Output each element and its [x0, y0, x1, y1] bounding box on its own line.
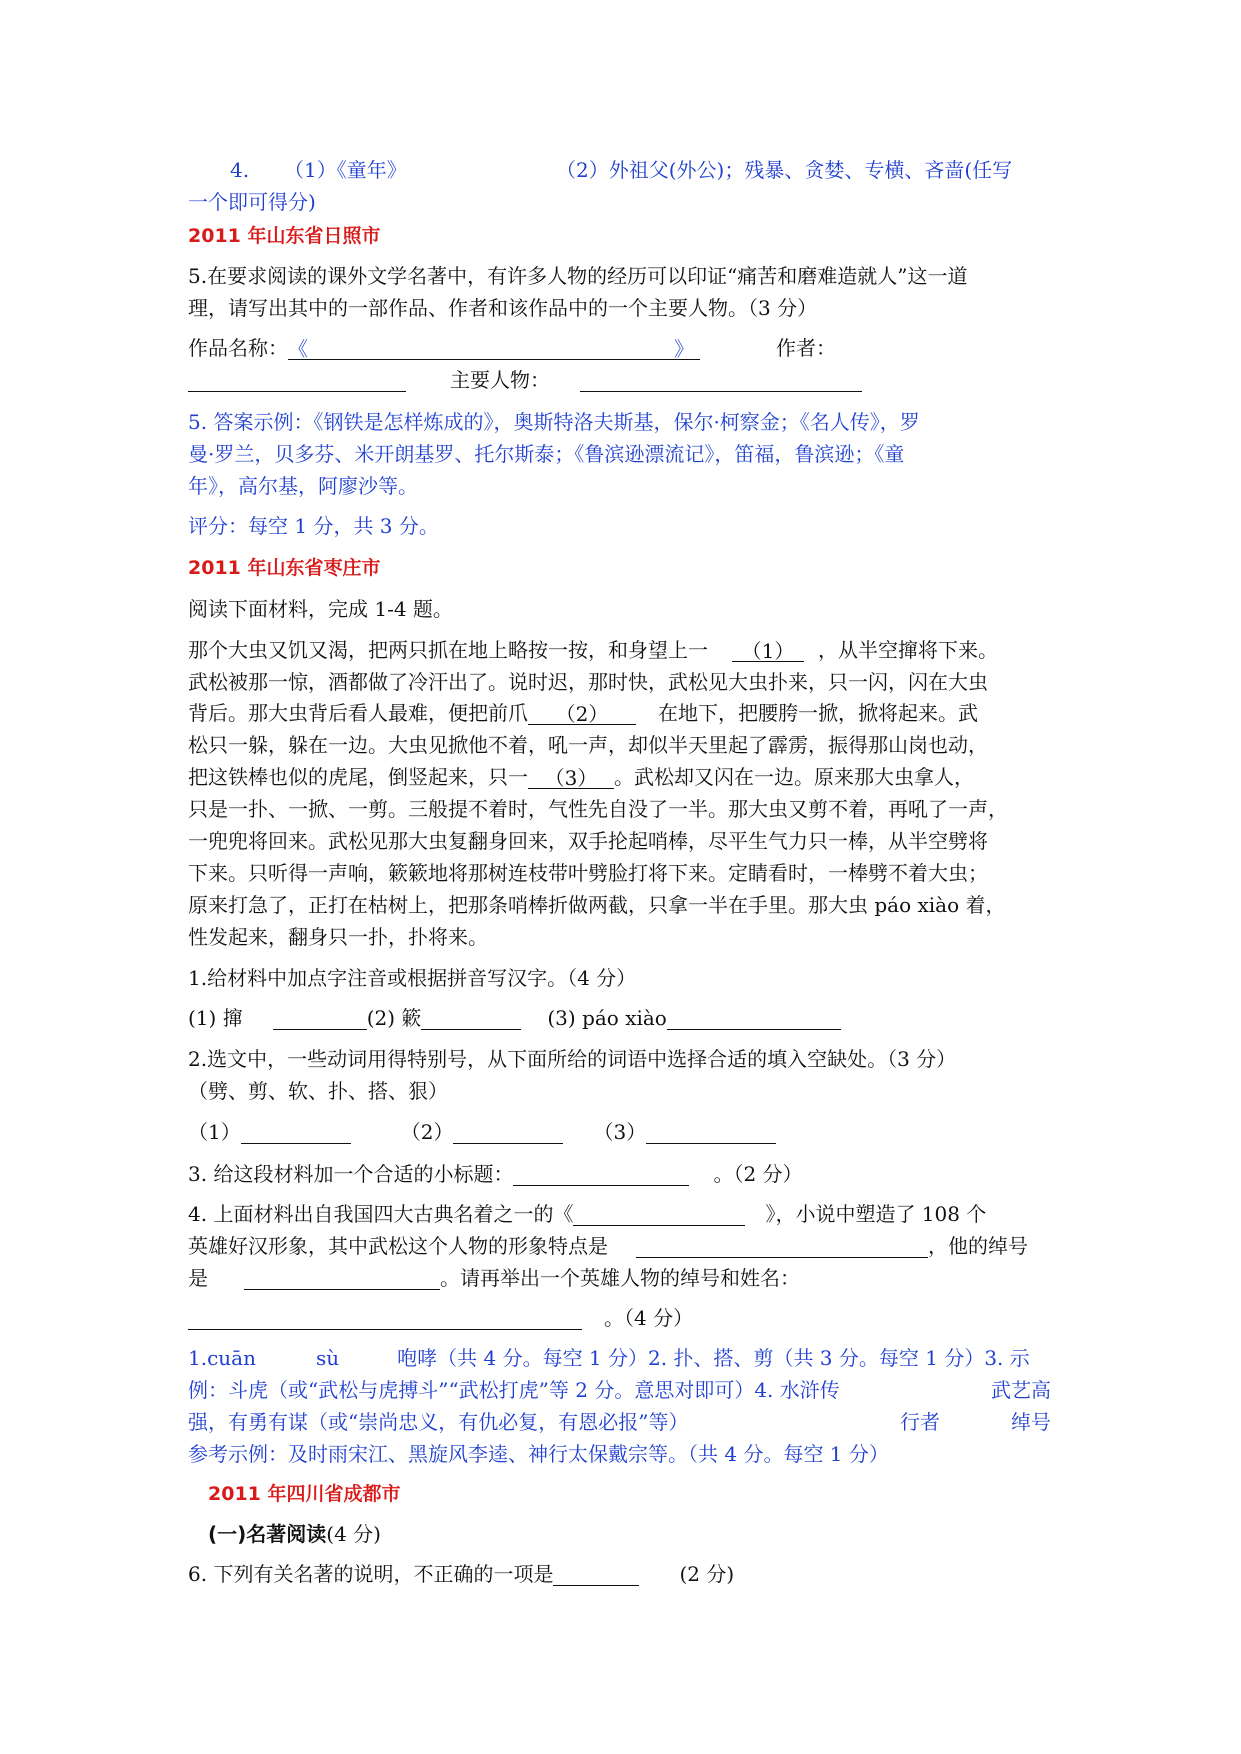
q3-tail: 。（2 分）	[713, 1162, 803, 1186]
passage-text: 。武松却又闪在一边。原来那大虫拿人，	[614, 765, 974, 789]
answer-text: 行者	[900, 1410, 940, 1434]
answer5-line3: 年》，高尔基，阿廖沙等。	[188, 474, 418, 498]
answer-text: 武艺高	[991, 1378, 1051, 1402]
passage-line	[188, 638, 998, 662]
heading-zaozhuang: 2011 年山东省枣庄市	[188, 557, 381, 579]
q1-blank-1[interactable]	[273, 1007, 367, 1030]
q2-blank-2[interactable]	[453, 1121, 563, 1144]
heading-chengdu: 2011 年四川省成都市	[208, 1483, 401, 1505]
answer-text: sù	[315, 1346, 340, 1370]
reading-intro: 阅读下面材料，完成 1-4 题。	[188, 597, 453, 621]
q4-text: 4. 上面材料出自我国四大古典名着之一的《	[188, 1202, 574, 1226]
passage-line	[188, 765, 974, 789]
q4-text: 。请再举出一个英雄人物的绰号和姓名：	[440, 1266, 800, 1290]
q1-blanks-row	[188, 1006, 841, 1030]
q4-line2	[188, 1234, 1028, 1258]
work-name-row	[188, 336, 700, 360]
q2-label-1: （1）	[188, 1120, 241, 1144]
work-open: 《	[288, 337, 308, 361]
work-label: 作品名称：	[188, 336, 288, 360]
q2-blank-3[interactable]	[646, 1121, 776, 1144]
answer-text: 绰号	[1011, 1410, 1051, 1434]
q2-options: （劈、剪、软、扑、搭、狠）	[188, 1079, 448, 1103]
zao-answer-line4: 参考示例：及时雨宋江、黑旋风李逵、神行太保戴宗等。（共 4 分。每空 1 分）	[188, 1442, 889, 1466]
section-title-row	[208, 1522, 381, 1546]
section-title: (一)名著阅读	[208, 1522, 327, 1546]
q4-blank-traits[interactable]	[636, 1235, 928, 1258]
work-close: 》	[674, 337, 694, 361]
zao-answer-line3	[188, 1410, 1051, 1434]
q2-label-3: （3）	[593, 1120, 647, 1144]
passage-line	[188, 701, 978, 725]
q4-text: 》，小说中塑造了 108 个	[765, 1202, 987, 1226]
answer5-line1: 5. 答案示例：《钢铁是怎样炼成的》，奥斯特洛夫斯基，保尔·柯察金；《名人传》，罗	[188, 410, 920, 434]
q6-stem: 6. 下列有关名著的说明，不正确的一项是	[188, 1562, 554, 1586]
q4-line3	[188, 1266, 800, 1290]
passage-text: 背后。那大虫背后看人最难，便把前爪	[188, 701, 528, 725]
answer-text: 1.cuān	[188, 1346, 256, 1370]
answer-text: 例：斗虎（或“武松与虎搏斗”“武松打虎”等 2 分。意思对即可）4. 水浒传	[188, 1378, 840, 1402]
passage-line: 原来打急了，正打在枯树上，把那条哨棒折做两截，只拿一半在手里。那大虫 páo xiào 着，	[188, 893, 1006, 917]
passage-line: 只是一扑、一掀、一剪。三般提不着时，气性先自没了一半。那大虫又剪不着，再吼了一声，	[188, 797, 1008, 821]
q2-label-2: （2）	[400, 1120, 454, 1144]
q4-line4	[188, 1306, 693, 1330]
q4-blank-hero[interactable]	[188, 1307, 582, 1330]
q2-blank-1[interactable]	[241, 1121, 351, 1144]
passage-line: 一兜兜将回来。武松见那大虫复翻身回来，双手抡起哨棒，尽平生气力只一棒，从半空劈将	[188, 829, 988, 853]
section-score: (4 分)	[326, 1522, 381, 1546]
zao-answer-line2	[188, 1378, 1051, 1402]
author-blank-row	[188, 368, 406, 392]
q2-stem: 2.选文中，一些动词用得特别号，从下面所给的词语中选择合适的填入空缺处。（3 分）	[188, 1047, 957, 1071]
passage-line: 下来。只听得一声响，簌簌地将那树连枝带叶劈脸打将下来。定睛看时，一棒劈不着大虫；	[188, 861, 988, 885]
q4-text: 。（4 分）	[604, 1306, 694, 1330]
work-name-blank[interactable]	[288, 337, 700, 360]
passage-blank-3[interactable]: （3）	[528, 766, 614, 789]
passage-text: 那个大虫又饥又渴，把两只抓在地上略按一按，和身望上一	[188, 638, 708, 662]
q4-blank-nickname[interactable]	[244, 1267, 440, 1290]
passage-blank-1[interactable]: （1）	[732, 639, 804, 662]
q3-blank[interactable]	[513, 1163, 689, 1186]
q1-blank-3[interactable]	[667, 1007, 841, 1030]
q3-row	[188, 1162, 803, 1186]
q5-line1: 5.在要求阅读的课外文学名著中，有许多人物的经历可以印证“痛苦和磨难造就人”这一道	[188, 264, 968, 288]
q4-blank-book[interactable]	[573, 1203, 745, 1226]
q6-blank[interactable]	[553, 1563, 639, 1586]
answer-text: 强，有勇有谋（或“崇尚忠义，有仇必复，有恩必报”等）	[188, 1410, 689, 1434]
q4-text: ，他的绰号	[928, 1234, 1028, 1258]
q5-line2: 理，请写出其中的一部作品、作者和该作品中的一个主要人物。（3 分）	[188, 296, 818, 320]
author-label: 作者：	[776, 336, 836, 360]
answer5-score: 评分：每空 1 分，共 3 分。	[188, 514, 439, 538]
q4-answer-part1: （1）《童年》	[284, 158, 407, 182]
answer5-line2: 曼·罗兰，贝多芬、米开朗基罗、托尔斯泰；《鲁滨逊漂流记》，笛福，鲁滨逊；《童	[188, 442, 905, 466]
q4-line1	[188, 1202, 986, 1226]
passage-blank-2[interactable]: （2）	[528, 702, 636, 725]
zao-answer-line1	[188, 1346, 1030, 1370]
q1-stem: 1.给材料中加点字注音或根据拼音写汉字。（4 分）	[188, 966, 637, 990]
author-blank[interactable]	[188, 369, 406, 392]
passage-text: 在地下，把腰胯一掀，掀将起来。武	[658, 701, 978, 725]
q4-text: 英雄好汉形象，其中武松这个人物的形象特点是	[188, 1234, 608, 1258]
passage-text: 把这铁棒也似的虎尾，倒竖起来，只一	[188, 765, 528, 789]
passage-line: 性发起来，翻身只一扑，扑将来。	[188, 925, 488, 949]
passage-text: ，从半空撺将下来。	[818, 638, 998, 662]
char-blank-row	[580, 368, 862, 392]
q4-answer-part2b: 一个即可得分)	[188, 190, 316, 214]
q6-score: (2 分)	[679, 1562, 735, 1586]
q2-blanks-row	[188, 1120, 776, 1144]
passage-line: 松只一躲，躲在一边。大虫见掀他不着，吼一声，却似半天里起了霹雳，振得那山岗也动，	[188, 733, 988, 757]
q1-label-2: (2) 簌	[366, 1006, 422, 1030]
q1-label-3: (3) páo xiào	[547, 1006, 667, 1030]
q1-label-1: (1) 撺	[188, 1006, 243, 1030]
char-blank[interactable]	[580, 369, 862, 392]
q6-row	[188, 1562, 734, 1586]
q4-answer-num: 4.	[230, 158, 250, 182]
answer-text: 咆哮（共 4 分。每空 1 分）2. 扑、搭、剪（共 3 分。每空 1 分）3. 示	[397, 1346, 1030, 1370]
passage-line: 武松被那一惊，酒都做了冷汗出了。说时迟，那时快，武松见大虫扑来，只一闪，闪在大虫	[188, 670, 988, 694]
q4-answer-part2: （2）外祖父(外公)；残暴、贪婪、专横、吝啬(任写	[556, 158, 1013, 182]
heading-rizhao: 2011 年山东省日照市	[188, 225, 381, 247]
q3-stem: 3. 给这段材料加一个合适的小标题：	[188, 1162, 514, 1186]
q1-blank-2[interactable]	[421, 1007, 521, 1030]
q4-text: 是	[188, 1266, 208, 1290]
char-label: 主要人物：	[450, 368, 550, 392]
